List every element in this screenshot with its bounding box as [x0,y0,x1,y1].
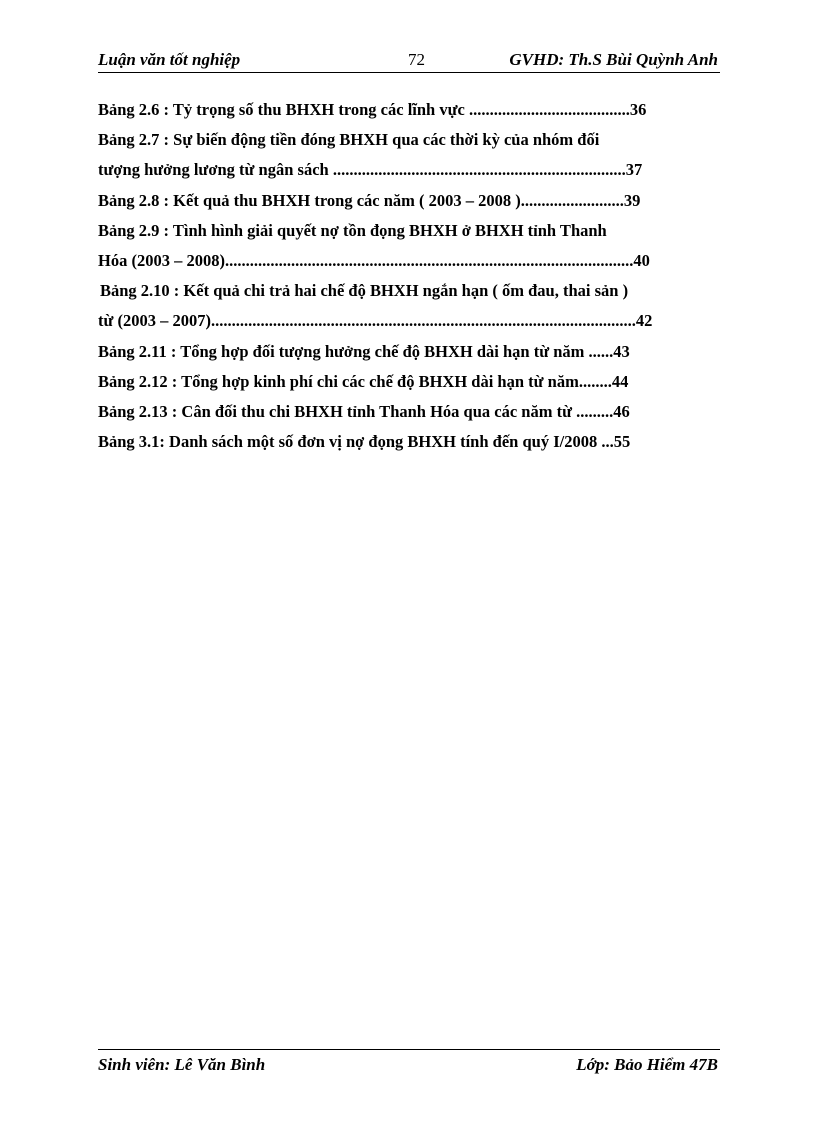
page-header [98,48,720,73]
toc-line: Bảng 2.13 : Cân đối thu chi BHXH tỉnh Thanh Hóa qua các năm từ .........46 [98,401,630,421]
page-number: 72 [408,50,425,69]
toc-line: từ (2003 – 2007).......................................................................................................42 [98,311,653,331]
table-of-contents [98,95,718,457]
supervisor-name: GVHD: Th.S Bùi Quỳnh Anh [509,50,718,69]
toc-line: Bảng 2.11 : Tổng hợp đối tượng hưởng chế độ BHXH dài hạn từ năm ......43 [98,341,630,361]
class-name: Lớp: Bảo Hiểm 47B [576,1055,718,1074]
toc-line: Bảng 2.10 : Kết quả chi trả hai chế độ BHXH ngắn hạn ( ốm đau, thai sản ) [100,281,629,301]
toc-line: Bảng 2.7 : Sự biến động tiền đóng BHXH qua các thời kỳ của nhóm đối [98,130,600,150]
toc-line: Bảng 2.9 : Tình hình giải quyết nợ tồn đọng BHXH ở BHXH tỉnh Thanh [98,220,607,240]
page-footer [98,1049,720,1074]
toc-line: Bảng 2.8 : Kết quả thu BHXH trong các năm ( 2003 – 2008 ).........................39 [98,190,641,210]
thesis-title: Luận văn tốt nghiệp [98,50,241,69]
student-name: Sinh viên: Lê Văn Bình [98,1055,266,1074]
toc-line: Bảng 2.12 : Tổng hợp kinh phí chi các chế độ BHXH dài hạn từ năm........44 [98,371,629,391]
toc-line: Hóa (2003 – 2008)...................................................................................................40 [98,250,650,270]
toc-line: Bảng 2.6 : Tỷ trọng số thu BHXH trong các lĩnh vực .......................................36 [98,100,647,119]
toc-line: Bảng 3.1: Danh sách một số đơn vị nợ đọng BHXH tính đến quý I/2008 ...55 [98,432,631,452]
toc-line: tượng hưởng lương từ ngân sách .......................................................................37 [98,160,643,180]
